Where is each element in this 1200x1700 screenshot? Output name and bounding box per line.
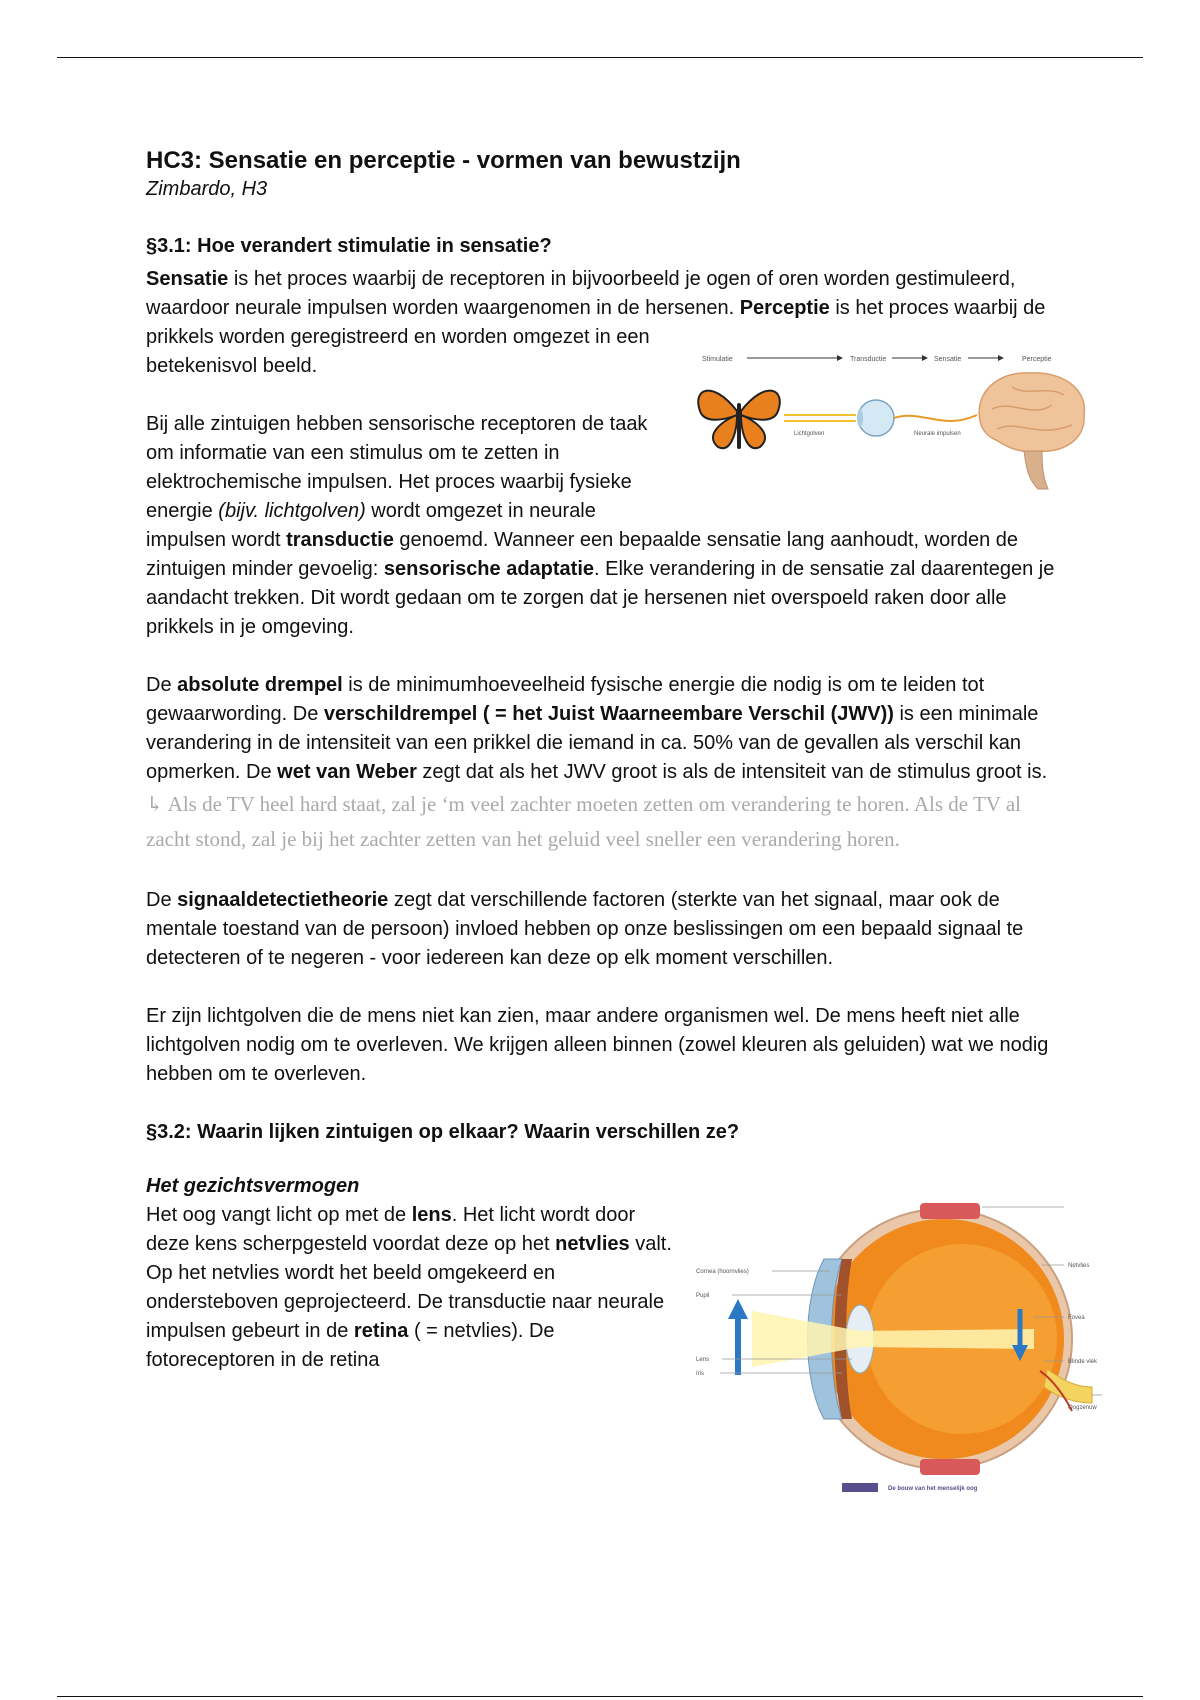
label-fovea: Fovea (1068, 1315, 1085, 1321)
term-retina: retina (353, 1320, 409, 1342)
paragraph-drempels: De absolute drempel is de minimumhoeveelheid fysische energie die nodig is om te leiden tot gewaarwording. De verschildrempel ( = het Juist Waarneembare Verschil (JWV)) is een minimale verandering in de intensiteit van een prikkel die iemand in ca. 50% van de gevallen als verschil kan opmerken. De wet van Weber zegt dat als het JWV groot is als de intensiteit van de stimulus groot is. (146, 674, 1048, 783)
term-wet-van-weber: wet van Weber (277, 761, 417, 783)
label-cornea: Cornea (hoornvlies) (696, 1269, 749, 1275)
label-netvlies: Netvlies (1068, 1263, 1090, 1269)
term-verschildrempel: verschildrempel ( = het Juist Waarneembare Verschil (JWV)) (323, 703, 894, 725)
figure-eye-anatomy (692, 1199, 1132, 1499)
eye-anatomy-illustration (692, 1199, 1132, 1499)
figure-caption: De bouw van het menselijk oog (888, 1486, 978, 1492)
stage-label-transductie: Transductie (850, 356, 887, 363)
stage-label-stimulatie: Stimulatie (702, 356, 733, 363)
document-title: HC3: Sensatie en perceptie - vormen van bewustzijn (146, 147, 741, 174)
paragraph-sensatie: Sensatie is het proces waarbij de receptoren in bijvoorbeeld je ogen of oren worden gestimuleerd, waardoor neurale impulsen worden waargenomen in de hersenen. Perceptie Stimulatie Transductie Sensatie Perceptie Lichtgolven Neurale impulsen is het proces waarbij de prikkels worden geregistreerd en worden omgezet in een betekenisvol beeld. (146, 265, 1066, 381)
label-iris: Iris (696, 1371, 704, 1377)
term-sensatie: Sensatie (146, 268, 229, 290)
bottom-rule (57, 1696, 1143, 1697)
eye-icon (857, 400, 894, 436)
document-page (146, 146, 1098, 1499)
top-rule (57, 57, 1143, 58)
term-netvlies: netvlies (555, 1233, 630, 1255)
paragraph-oog: Cornea (hoornvlies) Pupil Lens Iris Netvlies Fovea Blinde vlek Oogzenuw De bouw van het menselijk oog Het oog vangt licht op met de lens. Het licht wordt door deze kens scherpgesteld voordat deze op het netvlies valt. Op het netvlies wordt het beeld omgekeerd en ondersteboven geprojecteerd. De transductie naar neurale impulsen gebeurt in de retina ( = netvlies). De fotoreceptoren in de retina (146, 1201, 1066, 1375)
figure-perception-process (692, 349, 1092, 509)
paragraph-signaaldetectie: De signaaldetectietheorie zegt dat verschillende factoren (sterkte van het signaal, maar ook de mentale toestand van de persoon) invloed hebben op onze beslissingen om een bepaald signaal te detecteren of te negeren - voor iedereen kan deze op elk moment verschillen. (146, 889, 1024, 969)
stage-label-perceptie: Perceptie (1022, 356, 1052, 363)
term-signaaldetectietheorie: signaaldetectietheorie (177, 889, 389, 911)
label-neurale-impulsen: Neurale impulsen (914, 431, 961, 437)
label-lichtgolven: Lichtgolven (794, 431, 825, 437)
butterfly-icon (698, 391, 780, 449)
figure-number-badge (842, 1483, 878, 1492)
paragraph-lichtgolven: Er zijn lichtgolven die de mens niet kan zien, maar andere organismen wel. De mens heeft niet alle lichtgolven nodig om te overleven. We krijgen alleen binnen (zowel kleuren als geluiden) wat we nodig hebben om te overleven. (146, 1005, 1049, 1085)
term-perceptie: Perceptie (739, 297, 830, 319)
paragraph-transductie: Bij alle zintuigen hebben sensorische receptoren de taak om informatie van een stimulus om te zetten in elektrochemische impulsen. Het proces waarbij fysieke energie (bijv. lichtgolven) wordt omgezet in neurale impulsen wordt transductie genoemd. Wanneer een bepaalde sensatie lang aanhoudt, worden de zintuigen minder gevoelig: sensorische adaptatie. Elke verandering in de sensatie zal daarentegen je aandacht trekken. Dit wordt gedaan om te zorgen dat je hersenen niet overspoeld raken door alle prikkels in je omgeving. (146, 413, 1055, 638)
document-subtitle: Zimbardo, H3 (146, 178, 268, 200)
section-heading-3-1: §3.1: Hoe verandert stimulatie in sensatie? (146, 235, 552, 257)
label-lens: Lens (696, 1357, 710, 1363)
subheading-gezichtsvermogen: Het gezichtsvermogen (146, 1175, 360, 1197)
term-transductie: transductie (286, 529, 394, 551)
term-sensorische-adaptatie: sensorische adaptatie (383, 558, 595, 580)
label-blinde-vlek: Blinde vlek (1068, 1359, 1098, 1365)
section-heading-3-2: §3.2: Waarin lijken zintuigen op elkaar? Waarin verschillen ze? (146, 1121, 740, 1143)
term-lens: lens (411, 1204, 452, 1226)
stage-label-sensatie: Sensatie (934, 356, 962, 363)
example-tv: ↳ Als de TV heel hard staat, zal je ‘m veel zachter moeten zetten om verandering te horen. Als de TV al zacht stond, zal je bij het zachter zetten van het geluid veel sneller een verandering horen. (146, 792, 1021, 851)
perception-process-illustration (692, 349, 1092, 509)
brain-icon (979, 373, 1084, 489)
label-oogzenuw: Oogzenuw (1068, 1405, 1097, 1411)
term-absolute-drempel: absolute drempel (177, 674, 343, 696)
label-pupil: Pupil (696, 1293, 710, 1299)
